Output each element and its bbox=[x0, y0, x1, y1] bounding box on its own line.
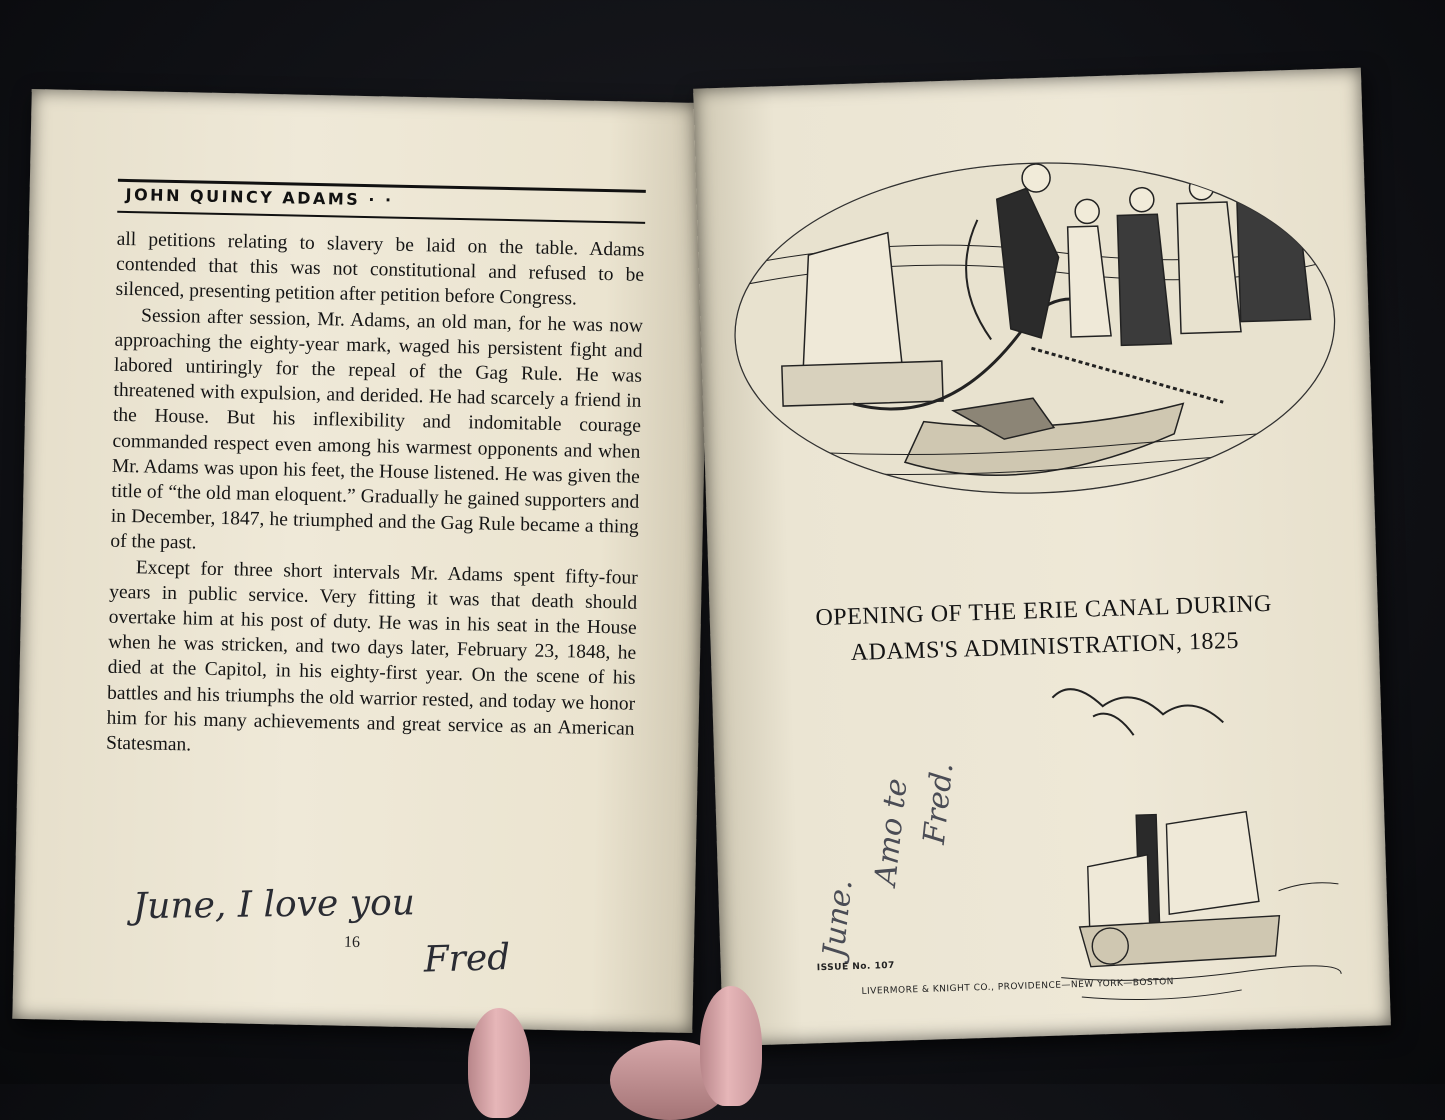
erie-canal-illustration bbox=[693, 68, 1377, 609]
publisher-imprint: LIVERMORE & KNIGHT CO., PROVIDENCE—NEW YORK—BOSTON bbox=[861, 977, 1175, 997]
steamboat-illustration bbox=[712, 667, 1391, 1048]
handwritten-fred: Fred. bbox=[916, 760, 961, 846]
handwritten-amo-te: Amo te bbox=[868, 776, 915, 888]
right-page bbox=[693, 68, 1391, 1047]
paragraph-3: Except for three short intervals Mr. Adams spent fifty-four years in public service. Very fitting it was that death should overtake him at his post of duty. He was in his seat in the House when he was stricken, and two days later, February 23, 1848, he died at the Capitol, in his eighty-first year. On the scene of his battles and his triumphs the old warrior rested, and today we honor him for his many achievements and great service as an American Statesman. bbox=[105, 556, 638, 756]
finger bbox=[468, 1008, 530, 1118]
running-header: JOHN QUINCY ADAMS · · bbox=[125, 184, 394, 210]
caption-line-2: ADAMS'S ADMINISTRATION, 1825 bbox=[850, 627, 1240, 667]
left-page bbox=[12, 89, 711, 1033]
issue-number: ISSUE No. 107 bbox=[816, 960, 895, 974]
handwritten-june: June. bbox=[816, 877, 860, 960]
finger bbox=[700, 986, 762, 1106]
handwritten-signature: Fred bbox=[423, 936, 511, 981]
handwritten-note: June, I love you bbox=[132, 882, 416, 928]
paragraph-2: Session after session, Mr. Adams, an old man, for he was now approaching the eighty-year mark, waged his persistent fight and labored untiringly for the repeal of the Gag Rule. He was threatened with expulsion, and derided. He had scarcely a friend in the House. But his inflexibility and indomitable courage commanded respect even among his warmest opponents and when Mr. Adams was upon his feet, the House listened. He was given the title of “the old man eloquent.” Gradually he gained supporters and in December, 1847, he triumphed and the Gag Rule became a thing of the past. bbox=[110, 304, 644, 554]
page-number: 16 bbox=[343, 933, 361, 952]
paragraph-1: all petitions relating to slavery be laid on the table. Adams contended that this was not constitutional and refused to be silenced, presenting petition after petition before Congress. bbox=[115, 228, 645, 310]
caption-line-1: OPENING OF THE ERIE CANAL DURING bbox=[815, 590, 1273, 632]
header-rule-bottom bbox=[117, 211, 645, 224]
body-text bbox=[106, 227, 645, 767]
